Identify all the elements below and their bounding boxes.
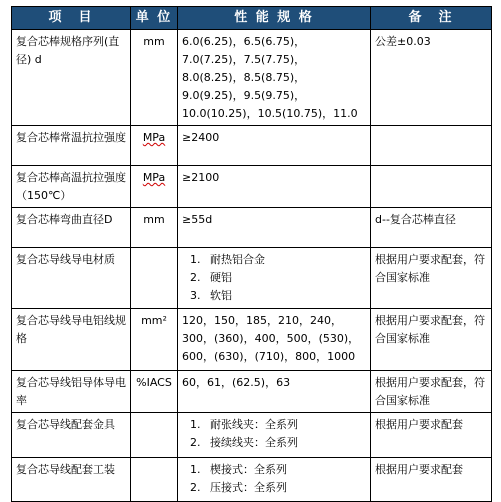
unit-cell bbox=[131, 126, 178, 166]
note-cell: 根据用户要求配套，符合国家标准 bbox=[371, 248, 492, 309]
item-cell: 复合芯导线配套工装 bbox=[12, 458, 131, 502]
header-unit: 单 位 bbox=[131, 7, 178, 30]
item-cell: 复合芯棒常温抗拉强度 bbox=[12, 126, 131, 166]
unit-cell bbox=[131, 458, 178, 502]
spec-cell bbox=[178, 413, 371, 458]
note-cell: 根据用户要求配套，符合国家标准 bbox=[371, 309, 492, 371]
list-item: 1. 楔接式：全系列 bbox=[204, 461, 366, 479]
unit-text: MPa bbox=[142, 171, 166, 184]
spec-list bbox=[182, 461, 366, 497]
table-row bbox=[12, 208, 492, 248]
header-row bbox=[12, 7, 492, 30]
spec-list bbox=[182, 416, 366, 452]
item-cell: 复合芯棒弯曲直径D bbox=[12, 208, 131, 248]
table-row bbox=[12, 309, 492, 371]
table-row bbox=[12, 458, 492, 502]
unit-cell bbox=[131, 413, 178, 458]
spec-cell: 60，61，(62.5)，63 bbox=[178, 371, 371, 413]
note-cell bbox=[371, 166, 492, 208]
note-cell: 根据用户要求配套 bbox=[371, 458, 492, 502]
item-cell: 复合芯导线导电材质 bbox=[12, 248, 131, 309]
spec-table bbox=[11, 6, 492, 502]
note-cell bbox=[371, 126, 492, 166]
spec-cell bbox=[178, 458, 371, 502]
table-row bbox=[12, 166, 492, 208]
unit-cell: mm bbox=[131, 30, 178, 126]
unit-cell: mm² bbox=[131, 309, 178, 371]
item-cell: 复合芯导线配套金具 bbox=[12, 413, 131, 458]
item-cell: 复合芯导线导电铝线规格 bbox=[12, 309, 131, 371]
unit-cell: %IACS bbox=[131, 371, 178, 413]
table-row bbox=[12, 126, 492, 166]
table-row bbox=[12, 413, 492, 458]
list-item: 1. 耐张线夹：全系列 bbox=[204, 416, 366, 434]
table-row bbox=[12, 371, 492, 413]
spec-cell: ≥2100 bbox=[178, 166, 371, 208]
note-cell: 根据用户要求配套 bbox=[371, 413, 492, 458]
item-cell: 复合芯导线铝导体导电率 bbox=[12, 371, 131, 413]
table-row bbox=[12, 248, 492, 309]
table-row bbox=[12, 30, 492, 126]
item-cell: 复合芯棒规格序列(直径) d bbox=[12, 30, 131, 126]
unit-cell bbox=[131, 248, 178, 309]
unit-cell bbox=[131, 166, 178, 208]
list-item: 2. 硬铝 bbox=[204, 269, 366, 287]
list-item: 2. 接续线夹：全系列 bbox=[204, 434, 366, 452]
note-cell: d--复合芯棒直径 bbox=[371, 208, 492, 248]
header-note: 备 注 bbox=[371, 7, 492, 30]
unit-text: MPa bbox=[142, 131, 166, 144]
unit-cell: mm bbox=[131, 208, 178, 248]
note-cell: 根据用户要求配套，符合国家标准 bbox=[371, 371, 492, 413]
list-item: 3. 软铝 bbox=[204, 287, 366, 305]
header-item: 项 目 bbox=[12, 7, 131, 30]
spec-cell bbox=[178, 248, 371, 309]
spec-cell: ≥2400 bbox=[178, 126, 371, 166]
list-item: 2. 压接式：全系列 bbox=[204, 479, 366, 497]
note-cell: 公差±0.03 bbox=[371, 30, 492, 126]
list-item: 1. 耐热铝合金 bbox=[204, 251, 366, 269]
item-cell: 复合芯棒高温抗拉强度（150℃） bbox=[12, 166, 131, 208]
spec-cell: 120，150，185，210，240，300，(360)，400，500，(530)，600，(630)，(710)，800，1000 bbox=[178, 309, 371, 371]
header-spec: 性 能 规 格 bbox=[178, 7, 371, 30]
spec-cell: ≥55d bbox=[178, 208, 371, 248]
spec-list bbox=[182, 251, 366, 305]
spec-cell: 6.0(6.25)，6.5(6.75)，7.0(7.25)，7.5(7.75)，8.0(8.25)，8.5(8.75)，9.0(9.25)，9.5(9.75)，10.0(10.25)，10.5(10.75)，11.0 bbox=[178, 30, 371, 126]
